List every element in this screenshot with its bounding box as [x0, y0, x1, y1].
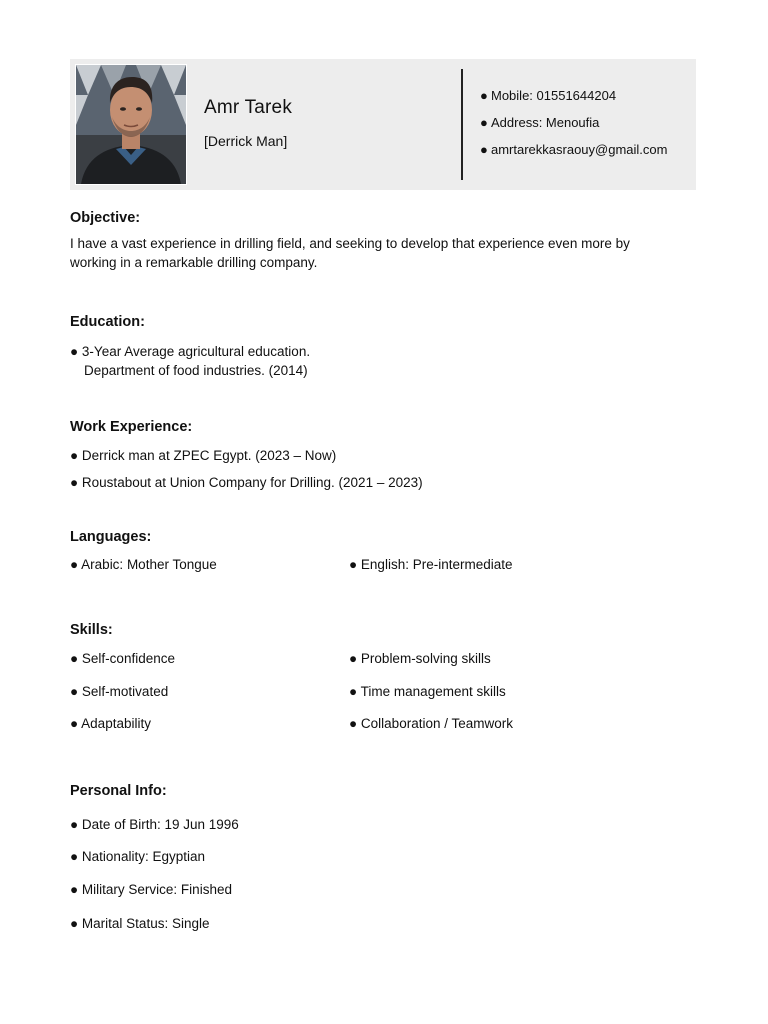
- bullet-icon: ●: [70, 849, 79, 864]
- bullet-icon: ●: [70, 882, 79, 897]
- personal-title: Personal Info:: [70, 783, 167, 799]
- objective-text: I have a vast experience in drilling field, and seeking to develop that experience even more by working in a remarkable drilling company.: [70, 236, 630, 270]
- bullet-icon: ●: [480, 142, 488, 157]
- bullet-icon: ●: [70, 916, 79, 931]
- contact-address: ● Address: Menoufia: [480, 115, 600, 130]
- candidate-name: Amr Tarek: [204, 97, 293, 118]
- bullet-icon: ●: [349, 557, 358, 572]
- personal-item: ● Nationality: Egyptian: [70, 849, 205, 864]
- profile-photo: [75, 64, 187, 185]
- header-divider: [461, 69, 463, 180]
- objective-title: Objective:: [70, 210, 141, 226]
- bullet-icon: ●: [480, 88, 488, 103]
- work-item: ● Derrick man at ZPEC Egypt. (2023 – Now): [70, 448, 337, 463]
- bullet-icon: ●: [70, 448, 79, 463]
- education-section: [70, 314, 690, 378]
- languages-section: [70, 529, 690, 572]
- personal-item: ● Marital Status: Single: [70, 916, 210, 931]
- bullet-icon: ●: [70, 651, 79, 666]
- bullet-icon: ●: [70, 817, 79, 832]
- bullet-icon: ●: [70, 684, 79, 699]
- contact-list: [480, 88, 667, 169]
- contact-email: ● amrtarekkasraouy@gmail.com: [480, 142, 668, 157]
- profile-photo-image: [76, 65, 186, 184]
- languages-title: Languages:: [70, 529, 152, 545]
- bullet-icon: ●: [70, 344, 79, 359]
- objective-section: [70, 210, 690, 272]
- work-title: Work Experience:: [70, 419, 193, 435]
- contact-mobile: ● Mobile: 01551644204: [480, 88, 617, 103]
- language-item: ● Arabic: Mother Tongue: [70, 557, 217, 572]
- bullet-icon: ●: [349, 684, 358, 699]
- skills-section: [70, 622, 690, 731]
- skill-item: ● Self-motivated: [70, 684, 169, 699]
- personal-section: [70, 783, 690, 931]
- language-item: ● English: Pre-intermediate: [349, 557, 513, 572]
- candidate-role: [Derrick Man]: [204, 133, 288, 149]
- bullet-icon: ●: [480, 115, 488, 130]
- skill-item: ● Collaboration / Teamwork: [349, 716, 513, 731]
- bullet-icon: ●: [349, 716, 358, 731]
- bullet-icon: ●: [70, 475, 79, 490]
- skill-item: ● Problem-solving skills: [349, 651, 491, 666]
- skills-title: Skills:: [70, 622, 113, 638]
- bullet-icon: ●: [70, 557, 79, 572]
- bullet-icon: ●: [349, 651, 358, 666]
- skill-item: ● Adaptability: [70, 716, 151, 731]
- work-item: ● Roustabout at Union Company for Drilling. (2021 – 2023): [70, 475, 423, 490]
- bullet-icon: ●: [70, 716, 79, 731]
- header-card: [70, 59, 696, 190]
- skill-item: ● Self-confidence: [70, 651, 175, 666]
- skill-item: ● Time management skills: [349, 684, 506, 699]
- work-section: [70, 419, 690, 490]
- education-title: Education:: [70, 314, 145, 330]
- personal-item: ● Military Service: Finished: [70, 882, 232, 897]
- education-item: ● 3-Year Average agricultural education. Department of food industries. (2014): [70, 344, 311, 378]
- personal-item: ● Date of Birth: 19 Jun 1996: [70, 817, 239, 832]
